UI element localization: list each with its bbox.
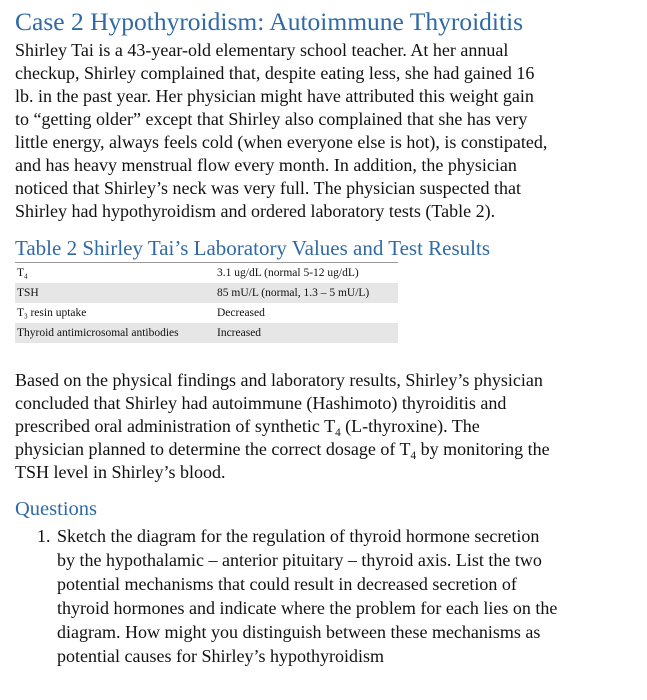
intro-line: little energy, always feels cold (when everyone else is hot), is constipated, [15, 132, 548, 152]
intro-line: and has heavy menstrual flow every month. In addition, the physician [15, 155, 517, 175]
lab-test-value: Decreased [217, 307, 265, 319]
conclusion-line: Based on the physical findings and laboratory results, Shirley’s physician [15, 370, 543, 390]
question-number: 1. [37, 526, 51, 546]
lab-values-table [15, 262, 398, 343]
table-title: Table 2 Shirley Tai’s Laboratory Values and Test Results [15, 236, 491, 260]
intro-line: to “getting older” except that Shirley also complained that she has very [15, 109, 528, 129]
case-title: Case 2 Hypothyroidism: Autoimmune Thyroiditis [15, 7, 524, 36]
question-line: by the hypothalamic – anterior pituitary – thyroid axis. List the two [57, 550, 542, 570]
intro-line: Shirley had hypothyroidism and ordered laboratory tests (Table 2). [15, 201, 496, 221]
questions-heading: Questions [15, 498, 97, 520]
intro-line: noticed that Shirley’s neck was very full. The physician suspected that [15, 178, 522, 198]
question-line: Sketch the diagram for the regulation of thyroid hormone secretion [57, 526, 540, 546]
lab-test-name: TSH [17, 287, 39, 299]
lab-test-name: $T_3$ resin uptake [17, 307, 87, 321]
lab-test-value: 85 mU/L (normal, 1.3 – 5 mU/L) [217, 287, 370, 299]
table-row [15, 303, 398, 323]
lab-test-name: $T_4$ [17, 267, 28, 281]
table-row [15, 283, 398, 303]
lab-test-name: Thyroid antimicrosomal antibodies [17, 327, 179, 339]
question-text [57, 524, 557, 668]
list-item [37, 524, 637, 668]
intro-line: Shirley Tai is a 43-year-old elementary school teacher. At her annual [15, 40, 509, 60]
intro-line: lb. in the past year. Her physician might have attributed this weight gain [15, 86, 534, 106]
question-line: diagram. How might you distinguish between these mechanisms as [57, 622, 541, 642]
conclusion-line: physician planned to determine the correct dosage of $T_4$ by monitoring the [15, 439, 550, 462]
question-line: potential causes for Shirley’s hypothyroidism [57, 646, 384, 666]
conclusion-line: concluded that Shirley had autoimmune (Hashimoto) thyroiditis and [15, 393, 507, 413]
intro-line: checkup, Shirley complained that, despite eating less, she had gained 16 [15, 63, 535, 83]
conclusion-line: prescribed oral administration of synthetic $T_4$ (L-thyroxine). The [15, 416, 480, 439]
intro-paragraph [15, 39, 547, 223]
lab-test-value: Increased [217, 327, 262, 339]
question-line: thyroid hormones and indicate where the problem for each lies on the [57, 598, 558, 618]
table-row [15, 263, 398, 283]
questions-list [37, 524, 637, 668]
question-line: potential mechanisms that could result in decreased secretion of [57, 574, 517, 594]
conclusion-paragraph [15, 369, 550, 484]
conclusion-line: TSH level in Shirley’s blood. [15, 462, 226, 482]
table-row [15, 323, 398, 343]
lab-test-value: 3.1 ug/dL (normal 5-12 ug/dL) [217, 267, 359, 279]
